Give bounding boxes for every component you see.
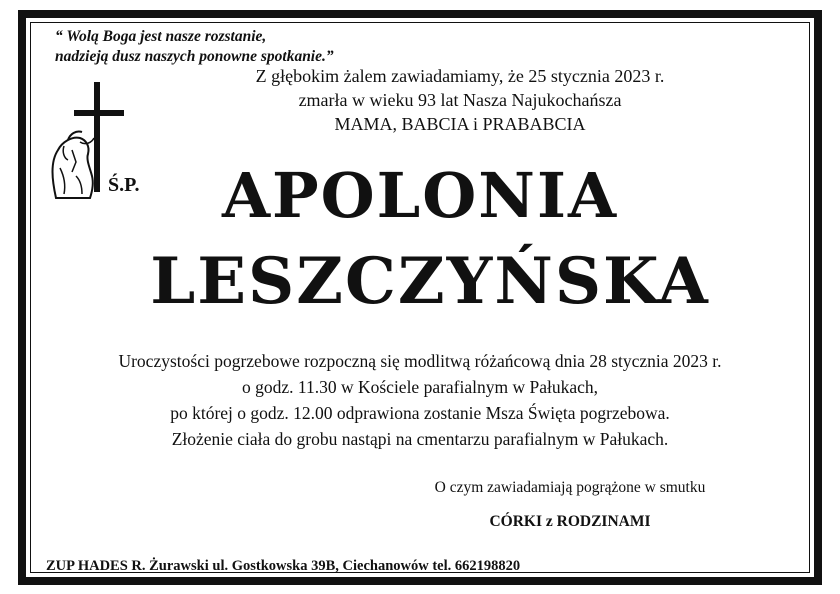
ceremony-line-3: po której o godz. 12.00 odprawiona zostanie Msza Święta pogrzebowa. bbox=[170, 403, 670, 423]
motto-line-2: nadzieją dusz naszych ponowne spotkanie.” bbox=[55, 48, 334, 65]
motto-quote bbox=[55, 27, 334, 67]
ceremony-line-2: o godz. 11.30 w Kościele parafialnym w Pałukach, bbox=[241, 377, 599, 397]
ceremony-line-4: Złożenie ciała do grobu nastąpi na cmentarzu parafialnym w Pałukach. bbox=[171, 429, 669, 449]
ceremony-line-1: Uroczystości pogrzebowe rozpoczną się modlitwą różańcową dnia 28 stycznia 2023 r. bbox=[118, 351, 722, 371]
funeral-home-footer: ZUP HADES R. Żurawski ul. Gostkowska 39B, Ciechanowów tel. 662198820 bbox=[46, 558, 521, 574]
intro-line-1: Z głębokim żalem zawiadamiamy, że 25 stycznia 2023 r. bbox=[255, 66, 665, 86]
intro-line-2: zmarła w wieku 93 lat Nasza Najukochańsza bbox=[298, 90, 622, 110]
intro-line-3: MAMA, BABCIA i PRABABCIA bbox=[334, 114, 586, 134]
mourning-family: CÓRKI z RODZINAMI bbox=[489, 513, 651, 530]
announcement-intro bbox=[180, 64, 740, 136]
deceased-prefix: Ś.P. bbox=[108, 174, 140, 196]
deceased-last-name: LESZCZYŃSKA bbox=[150, 244, 710, 319]
funeral-details bbox=[40, 348, 800, 452]
motto-line-1: “ Wolą Boga jest nasze rozstanie, bbox=[55, 28, 267, 45]
deceased-first-name: APOLONIA bbox=[221, 159, 619, 232]
closing-notice: O czym zawiadamiają pogrążone w smutku bbox=[434, 479, 706, 496]
